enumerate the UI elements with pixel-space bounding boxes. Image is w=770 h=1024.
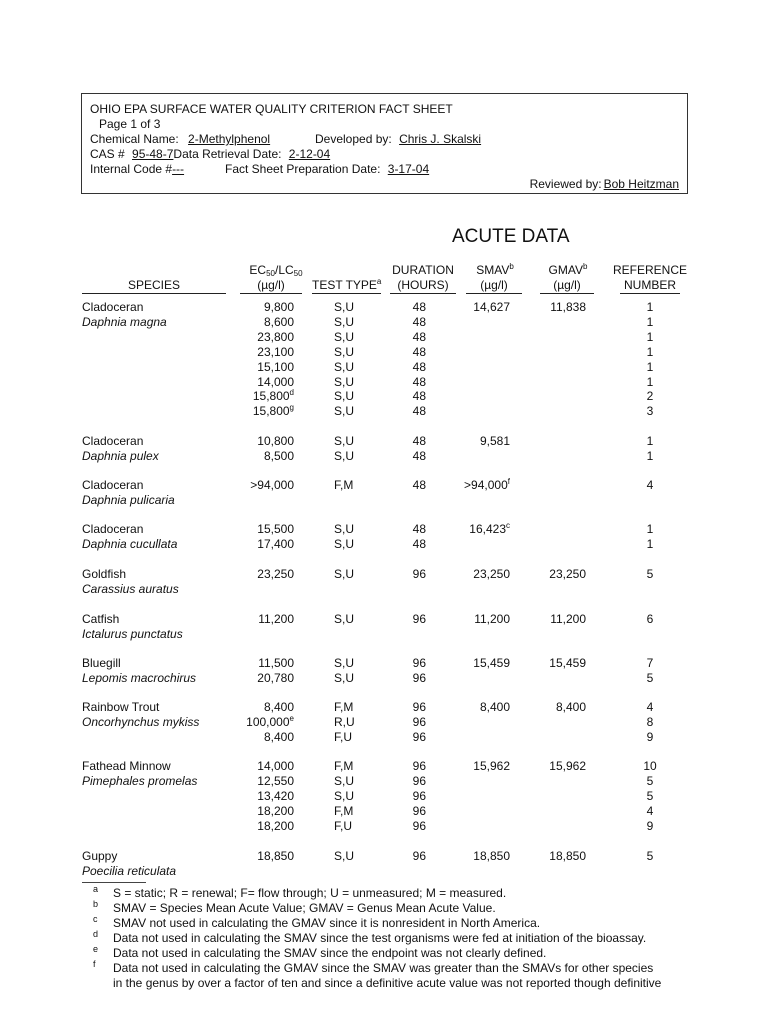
ec50-value: 14,000 [257, 374, 294, 389]
prep-value: 3-17-04 [387, 162, 430, 176]
smav-value: 15,459 [473, 656, 510, 670]
reference-number: 4 [646, 478, 654, 492]
smav-value: 23,250 [473, 567, 510, 581]
species-scientific-name: Poecilia reticulata [82, 863, 177, 878]
test-type-value: S,U [334, 359, 355, 374]
test-type-value: S,U [334, 300, 355, 314]
duration-value: 48 [412, 478, 426, 492]
header-box [81, 93, 688, 194]
test-type-value: S,U [334, 536, 355, 551]
gmav-value: 11,838 [550, 300, 586, 314]
footnote-text: SMAV = Species Mean Acute Value; GMAV = Genus Mean Acute Value. [113, 901, 496, 915]
test-type-value: S,U [334, 773, 355, 788]
species-common-name: Goldfish [82, 567, 127, 581]
footnote-mark: d [93, 929, 99, 939]
gmav-value: 18,850 [549, 849, 586, 863]
gmav-value: 23,250 [549, 567, 586, 581]
test-type-value: S,U [334, 788, 355, 803]
ec50-value: 18,850 [257, 849, 294, 863]
duration-value: 96 [412, 773, 426, 788]
ec50-value: 8,400 [263, 700, 294, 714]
smav-value: 16,423$^c$ [469, 521, 510, 536]
species-scientific-name: Daphnia pulicaria [82, 492, 175, 507]
col-ec-top: $EC_{50}/LC_{50}$ [249, 263, 303, 278]
retrieval-label: Data Retrieval Date: [173, 147, 282, 161]
reference-number: 4 [646, 700, 654, 714]
species-scientific-name: Pimephales promelas [82, 773, 198, 788]
prep-date-row [225, 162, 429, 177]
test-type-value: S,U [334, 522, 355, 536]
duration-value: 96 [412, 849, 426, 863]
test-type-value: F,M [334, 700, 354, 714]
duration-value: 96 [412, 729, 426, 744]
duration-value: 96 [412, 714, 426, 729]
test-type-value: S,U [334, 344, 355, 359]
reference-number: 1 [646, 522, 654, 536]
reference-number: 5 [646, 849, 654, 863]
duration-value: 96 [412, 670, 426, 685]
reference-number: 7 [646, 656, 654, 670]
duration-value: 96 [412, 803, 426, 818]
duration-value: 48 [412, 300, 426, 314]
species-scientific-name: Daphnia cucullata [82, 536, 178, 551]
col-smav-unit: (µg/l) [466, 278, 522, 294]
duration-value: 96 [412, 788, 426, 803]
reviewed-value: Bob Heitzman [603, 177, 679, 191]
species-common-name: Cladoceran [82, 434, 144, 448]
smav-value: >94,000$^f$ [464, 477, 510, 492]
species-common-name: Bluegill [82, 656, 121, 670]
reviewed-by-row [530, 177, 679, 192]
footnote-mark: e [93, 944, 99, 954]
col-ec-unit: (µg/l) [240, 278, 302, 294]
test-type-value: S,U [334, 849, 355, 863]
duration-value: 48 [412, 404, 426, 419]
duration-value: 48 [412, 522, 426, 536]
duration-value: 96 [412, 700, 426, 714]
duration-value: 48 [412, 448, 426, 463]
ec50-value: 8,600 [263, 314, 294, 329]
reference-number: 5 [646, 567, 654, 581]
duration-value: 96 [412, 567, 426, 581]
reference-number: 5 [646, 773, 654, 788]
duration-value: 96 [412, 818, 426, 833]
gmav-value: 15,459 [549, 656, 586, 670]
reference-number: 4 [646, 803, 654, 818]
reference-number: 3 [646, 404, 654, 419]
developed-by-row [315, 132, 481, 147]
ec50-value: 100,000e [246, 713, 294, 729]
ec50-value: 18,200 [257, 818, 294, 833]
test-type-value: S,U [334, 389, 355, 404]
footnote-text: Data not used in calculating the SMAV since the test organisms were fed at initiation of the bioassay. [113, 931, 647, 945]
smav-value: 11,200 [474, 612, 510, 626]
ec50-value: 20,780 [257, 670, 294, 685]
duration-value: 48 [412, 389, 426, 404]
reference-number: 1 [646, 374, 654, 389]
species-common-name: Guppy [82, 849, 118, 863]
col-reference-unit: NUMBER [620, 278, 680, 294]
reference-number: 5 [646, 670, 654, 685]
gmav-value: 15,962 [549, 759, 586, 773]
ec50-value: 15,100 [257, 359, 294, 374]
fact-sheet-title: OHIO EPA SURFACE WATER QUALITY CRITERION FACT SHEET [90, 102, 453, 116]
species-scientific-name: Daphnia magna [82, 314, 167, 329]
species-common-name: Catfish [82, 612, 120, 626]
test-type-value: F,U [334, 729, 352, 744]
duration-value: 96 [412, 759, 426, 773]
cas-row [90, 147, 330, 162]
col-test-type: TEST TYPE$^a$ [312, 277, 382, 292]
ec50-value: 17,400 [257, 536, 294, 551]
smav-value: 15,962 [473, 759, 510, 773]
gmav-value: 8,400 [555, 700, 586, 714]
reference-number: 1 [646, 434, 654, 448]
chemical-name-row [90, 132, 270, 147]
species-common-name: Cladoceran [82, 522, 144, 536]
footnote-divider [82, 882, 146, 883]
duration-value: 48 [412, 329, 426, 344]
reference-number: 1 [646, 314, 654, 329]
reference-number: 1 [646, 359, 654, 374]
species-common-name: Rainbow Trout [82, 700, 160, 714]
ec50-value: 11,500 [258, 656, 294, 670]
test-type-value: S,U [334, 670, 355, 685]
ec50-value: 8,500 [263, 448, 294, 463]
test-type-value: S,U [334, 329, 355, 344]
gmav-value: 11,200 [550, 612, 586, 626]
duration-value: 48 [412, 374, 426, 389]
ec50-value: 11,200 [258, 612, 294, 626]
test-type-value: S,U [334, 567, 355, 581]
chemical-label: Chemical Name: [90, 132, 179, 146]
ec50-value: 8,400 [263, 729, 294, 744]
col-duration-unit: (HOURS) [390, 278, 456, 294]
test-type-value: S,U [334, 612, 355, 626]
footnote-text: Data not used in calculating the GMAV since the SMAV was greater than the SMAVs for other species [113, 961, 654, 975]
test-type-value: F,M [334, 478, 354, 492]
test-type-value: F,U [334, 818, 352, 833]
test-type-value: S,U [334, 656, 355, 670]
test-type-value: R,U [334, 714, 355, 729]
species-scientific-name: Ictalurus punctatus [82, 626, 183, 641]
developed-label: Developed by: [315, 132, 392, 146]
test-type-value: S,U [334, 448, 355, 463]
ec50-value: 23,800 [257, 329, 294, 344]
duration-value: 48 [412, 434, 426, 448]
species-common-name: Fathead Minnow [82, 759, 171, 773]
species-common-name: Cladoceran [82, 300, 144, 314]
reference-number: 6 [646, 612, 654, 626]
col-duration-top: DURATION [392, 263, 454, 277]
col-reference-top: REFERENCE [612, 263, 687, 277]
test-type-value: F,M [334, 759, 354, 773]
ec50-value: 23,100 [257, 344, 294, 359]
smav-value: 8,400 [479, 700, 510, 714]
duration-value: 96 [412, 612, 426, 626]
reference-number: 9 [646, 818, 654, 833]
test-type-value: S,U [334, 434, 355, 448]
ec50-value: 15,500 [257, 522, 294, 536]
retrieval-value: 2-12-04 [288, 147, 331, 161]
species-common-name: Cladoceran [82, 478, 144, 492]
section-title: ACUTE DATA [452, 226, 570, 247]
footnote-mark: c [93, 914, 98, 924]
reference-number: 1 [646, 536, 654, 551]
col-gmav-unit: (µg/l) [540, 278, 594, 294]
ec50-value: 15,800$^d$ [252, 388, 294, 404]
smav-value: 18,850 [473, 849, 510, 863]
ec50-value: 23,250 [257, 567, 294, 581]
duration-value: 48 [412, 344, 426, 359]
species-scientific-name: Daphnia pulex [82, 448, 159, 463]
reviewed-label: Reviewed by: [529, 177, 602, 191]
page-number: Page 1 of 3 [99, 117, 161, 131]
chemical-value: 2-Methylphenol [188, 132, 271, 146]
species-scientific-name: Lepomis macrochirus [82, 670, 197, 685]
col-smav: SMAV$^b$ [476, 262, 514, 277]
ec50-value: 10,800 [257, 434, 294, 448]
reference-number: 2 [646, 389, 654, 404]
reference-number: 1 [646, 448, 654, 463]
reference-number: 10 [643, 759, 657, 773]
reference-number: 5 [646, 788, 654, 803]
footnote-mark: b [93, 899, 99, 909]
ec50-value: 14,000 [257, 759, 294, 773]
prep-label: Fact Sheet Preparation Date: [225, 162, 381, 176]
footnote-text: S = static; R = renewal; F= flow through; U = unmeasured; M = measured. [113, 886, 507, 900]
footnote-mark: a [93, 884, 99, 894]
reference-number: 1 [646, 300, 654, 314]
footnote-text: Data not used in calculating the SMAV since the endpoint was not clearly defined. [113, 946, 547, 960]
ec50-value: 13,420 [257, 788, 294, 803]
reference-number: 8 [646, 714, 654, 729]
species-scientific-name: Oncorhynchus mykiss [82, 714, 200, 729]
developed-value: Chris J. Skalski [399, 132, 482, 146]
footnote-text: SMAV not used in calculating the GMAV since it is nonresident in North America. [113, 916, 541, 930]
ec50-value: >94,000 [250, 478, 294, 492]
col-species: SPECIES [82, 278, 226, 294]
ec50-value: 18,200 [257, 803, 294, 818]
smav-value: 14,627 [473, 300, 510, 314]
duration-value: 48 [412, 359, 426, 374]
ec50-value: 15,800$^g$ [252, 403, 294, 419]
reference-number: 1 [646, 344, 654, 359]
internal-label: Internal Code # [90, 162, 173, 176]
test-type-value: S,U [334, 314, 355, 329]
duration-value: 48 [412, 314, 426, 329]
reference-number: 9 [646, 729, 654, 744]
test-type-value: F,M [334, 803, 354, 818]
cas-value: 95-48-7 [132, 147, 174, 161]
cas-label: CAS # [90, 147, 125, 161]
footnote-text: in the genus by over a factor of ten and since a definitive acute value was not reported though definitive [113, 976, 662, 990]
internal-value: --- [172, 162, 185, 176]
duration-value: 48 [412, 536, 426, 551]
test-type-value: S,U [334, 374, 355, 389]
species-scientific-name: Carassius auratus [82, 581, 179, 596]
test-type-value: S,U [334, 404, 355, 419]
duration-value: 96 [412, 656, 426, 670]
ec50-value: 9,800 [263, 300, 294, 314]
ec50-value: 12,550 [257, 773, 294, 788]
footnote-mark: f [93, 959, 96, 969]
col-gmav: GMAV$^b$ [548, 262, 588, 277]
smav-value: 9,581 [479, 434, 510, 448]
reference-number: 1 [646, 329, 654, 344]
internal-code-row [90, 162, 184, 177]
